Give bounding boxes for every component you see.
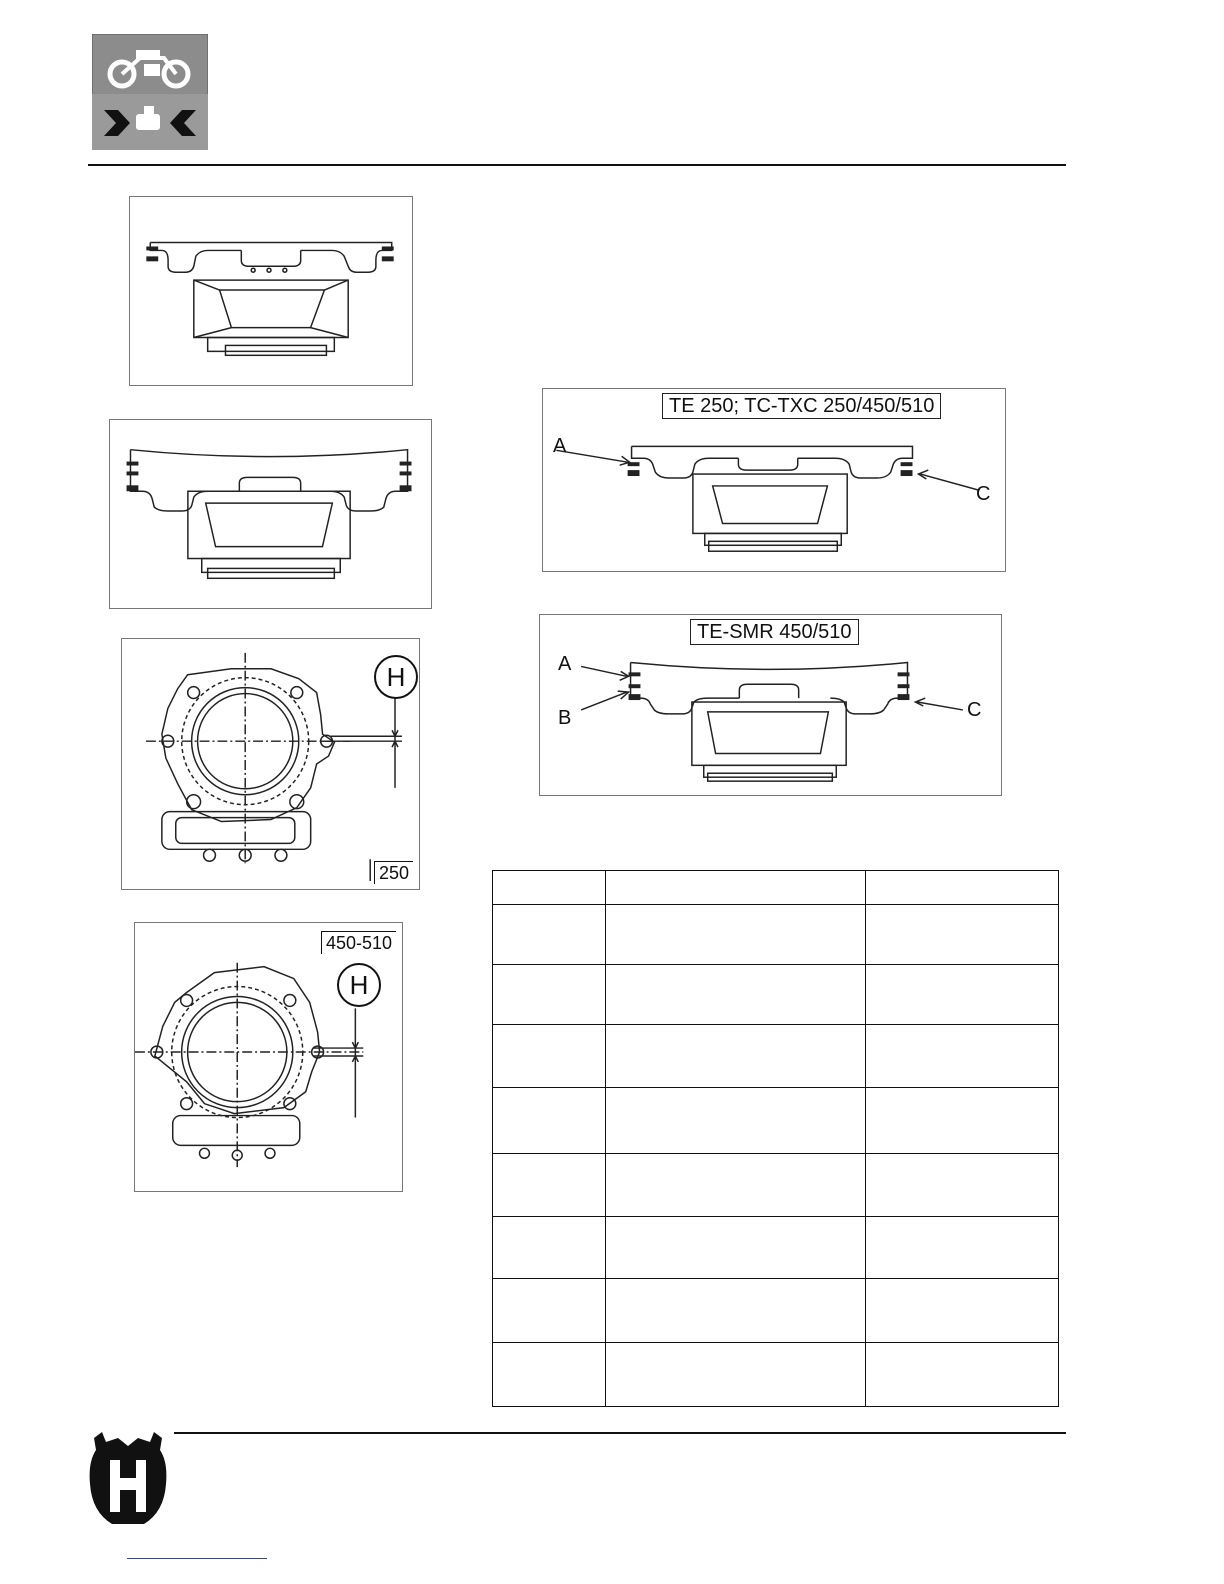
size-tag-450-510: 450-510 [321,931,396,954]
spec-table [492,870,1059,1407]
table-cell [866,1217,1059,1279]
label-a: A [553,435,567,457]
label-c: C [967,699,982,721]
size-tag-250: 250 [374,861,413,884]
table-row [493,1343,1059,1407]
cylinder-250-figure [121,638,420,890]
table-row [493,965,1059,1025]
table-cell [866,965,1059,1025]
h-dimension-marker: H [337,963,381,1007]
head-gasket-te250-figure [542,388,1006,572]
table-cell [866,1154,1059,1217]
motorcycle-service-icon [92,34,208,150]
table-cell [493,1154,606,1217]
h-dimension-marker: H [374,655,418,699]
figure-caption: TE 250; TC-TXC 250/450/510 [662,393,941,419]
header-rule [88,164,1066,166]
table-cell [866,1025,1059,1088]
table-cell [606,871,866,905]
head-gasket-smr-figure [539,614,1002,796]
table-cell [493,871,606,905]
label-b: B [558,707,572,729]
table-row [493,1217,1059,1279]
table-cell [606,1343,866,1407]
table-cell [493,1279,606,1343]
table-cell [606,1025,866,1088]
head-gasket-figure-2 [109,419,432,609]
table-row [493,1154,1059,1217]
table-cell [606,1154,866,1217]
table-row [493,1088,1059,1154]
label-a: A [558,653,572,675]
footer-rule [174,1432,1066,1434]
table-cell [606,965,866,1025]
table-cell [493,1217,606,1279]
table-cell [493,965,606,1025]
table-cell [606,1279,866,1343]
husqvarna-h-logo [88,1432,168,1528]
table-cell [866,871,1059,905]
table-cell [493,1088,606,1154]
table-cell [866,1343,1059,1407]
table-cell [866,905,1059,965]
table-cell [493,1343,606,1407]
label-c: C [976,483,991,505]
cylinder-450-510-figure [134,922,403,1192]
table-cell [493,905,606,965]
table-row [493,905,1059,965]
table-row [493,871,1059,905]
figure-caption: TE-SMR 450/510 [690,619,859,645]
table-cell [606,905,866,965]
table-row [493,1025,1059,1088]
table-cell [866,1088,1059,1154]
table-cell [606,1217,866,1279]
table-cell [866,1279,1059,1343]
head-gasket-figure-1 [129,196,413,386]
footer-link-underline[interactable] [127,1558,267,1559]
table-cell [606,1088,866,1154]
table-cell [493,1025,606,1088]
table-row [493,1279,1059,1343]
